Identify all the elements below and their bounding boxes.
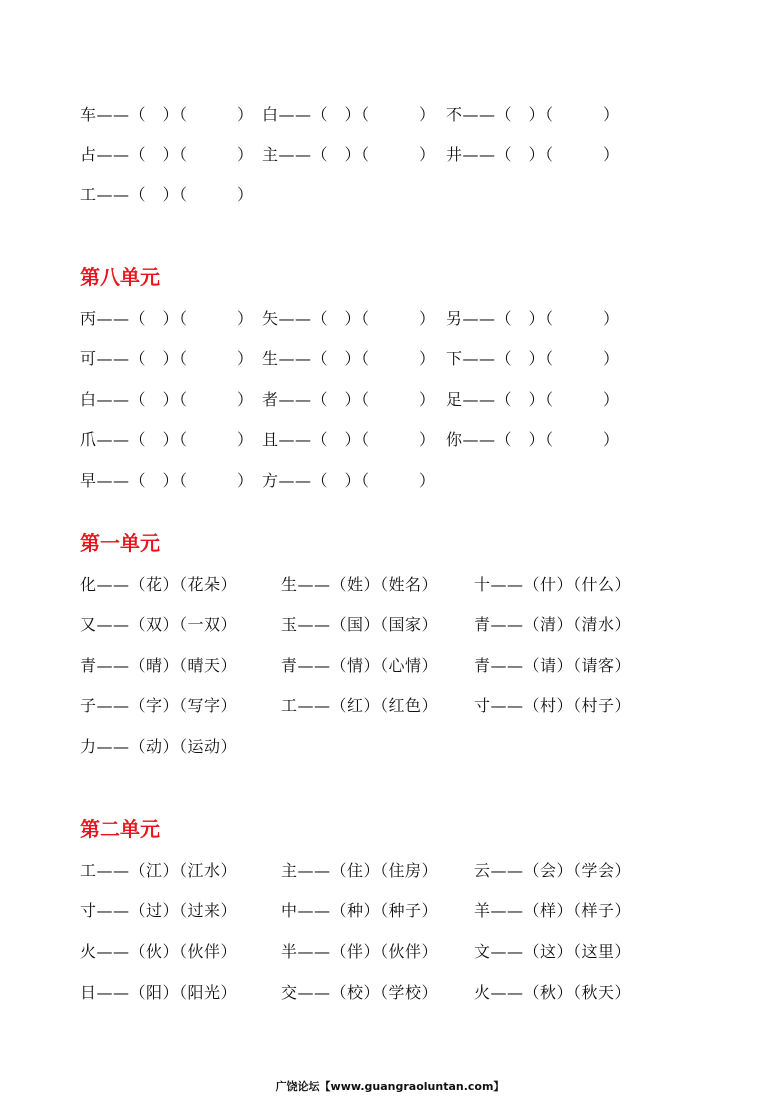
exercise-row xyxy=(0,102,780,128)
exercise-item: 力——（动）（运动） xyxy=(80,737,238,756)
exercise-item: 足——（ ）（ ） xyxy=(446,390,620,409)
exercise-item: 爪——（ ）（ ） xyxy=(80,430,254,449)
exercise-item: 玉——（国）（国家） xyxy=(281,615,439,634)
exercise-item: 主——（ ）（ ） xyxy=(262,145,436,164)
exercise-item: 早——（ ）（ ） xyxy=(80,471,254,490)
exercise-item: 日——（阳）（阳光） xyxy=(80,983,238,1002)
exercise-row xyxy=(0,387,780,413)
exercise-item: 方——（ ）（ ） xyxy=(262,471,436,490)
exercise-item: 白——（ ）（ ） xyxy=(262,105,436,124)
exercise-item: 井——（ ）（ ） xyxy=(446,145,620,164)
exercise-row xyxy=(0,734,780,760)
exercise-row xyxy=(0,980,780,1006)
exercise-item: 半——（伴）（伙伴） xyxy=(281,942,439,961)
exercise-item: 交——（校）（学校） xyxy=(281,983,439,1002)
exercise-item: 车——（ ）（ ） xyxy=(80,105,254,124)
exercise-item: 工——（红）（红色） xyxy=(281,696,439,715)
exercise-item: 不——（ ）（ ） xyxy=(446,105,620,124)
exercise-item: 生——（ ）（ ） xyxy=(262,349,436,368)
exercise-row xyxy=(0,612,780,638)
exercise-item: 文——（这）（这里） xyxy=(474,942,632,961)
exercise-item: 矢——（ ）（ ） xyxy=(262,309,436,328)
exercise-item: 可——（ ）（ ） xyxy=(80,349,254,368)
exercise-row xyxy=(0,939,780,965)
exercise-item: 者——（ ）（ ） xyxy=(262,390,436,409)
exercise-item: 占——（ ）（ ） xyxy=(80,145,254,164)
exercise-item: 化——（花）（花朵） xyxy=(80,575,238,594)
exercise-item: 中——（种）（种子） xyxy=(281,901,439,920)
exercise-row xyxy=(0,858,780,884)
exercise-item: 工——（ ）（ ） xyxy=(80,185,254,204)
exercise-item: 丙——（ ）（ ） xyxy=(80,309,254,328)
exercise-row xyxy=(0,898,780,924)
exercise-row xyxy=(0,182,780,208)
footer-source: 广饶论坛【www.guangraoluntan.com】 xyxy=(275,1080,505,1093)
exercise-item: 十——（什）（什么） xyxy=(474,575,632,594)
exercise-item: 主——（住）（住房） xyxy=(281,861,439,880)
exercise-item: 又——（双）（一双） xyxy=(80,615,238,634)
exercise-item: 下——（ ）（ ） xyxy=(446,349,620,368)
exercise-item: 云——（会）（学会） xyxy=(474,861,632,880)
exercise-item: 你——（ ）（ ） xyxy=(446,430,620,449)
exercise-row xyxy=(0,468,780,494)
exercise-row xyxy=(0,653,780,679)
exercise-row xyxy=(0,346,780,372)
exercise-row xyxy=(0,693,780,719)
exercise-item: 火——（秋）（秋天） xyxy=(474,983,632,1002)
exercise-item: 羊——（样）（样子） xyxy=(474,901,632,920)
exercise-row xyxy=(0,306,780,332)
exercise-row xyxy=(0,427,780,453)
exercise-row xyxy=(0,142,780,168)
exercise-item: 且——（ ）（ ） xyxy=(262,430,436,449)
exercise-row xyxy=(0,572,780,598)
exercise-item: 寸——（过）（过来） xyxy=(80,901,238,920)
exercise-item: 青——（晴）（晴天） xyxy=(80,656,238,675)
exercise-item: 青——（情）（心情） xyxy=(281,656,439,675)
exercise-item: 工——（江）（江水） xyxy=(80,861,238,880)
heading-unit-2: 第二单元 xyxy=(80,817,160,841)
exercise-item: 生——（姓）（姓名） xyxy=(281,575,439,594)
heading-unit-1: 第一单元 xyxy=(80,531,160,555)
heading-unit-8: 第八单元 xyxy=(80,265,160,289)
exercise-item: 火——（伙）（伙伴） xyxy=(80,942,238,961)
exercise-item: 白——（ ）（ ） xyxy=(80,390,254,409)
exercise-item: 寸——（村）（村子） xyxy=(474,696,632,715)
exercise-item: 青——（清）（清水） xyxy=(474,615,632,634)
exercise-item: 子——（字）（写字） xyxy=(80,696,238,715)
exercise-item: 另——（ ）（ ） xyxy=(446,309,620,328)
exercise-item: 青——（请）（请客） xyxy=(474,656,632,675)
